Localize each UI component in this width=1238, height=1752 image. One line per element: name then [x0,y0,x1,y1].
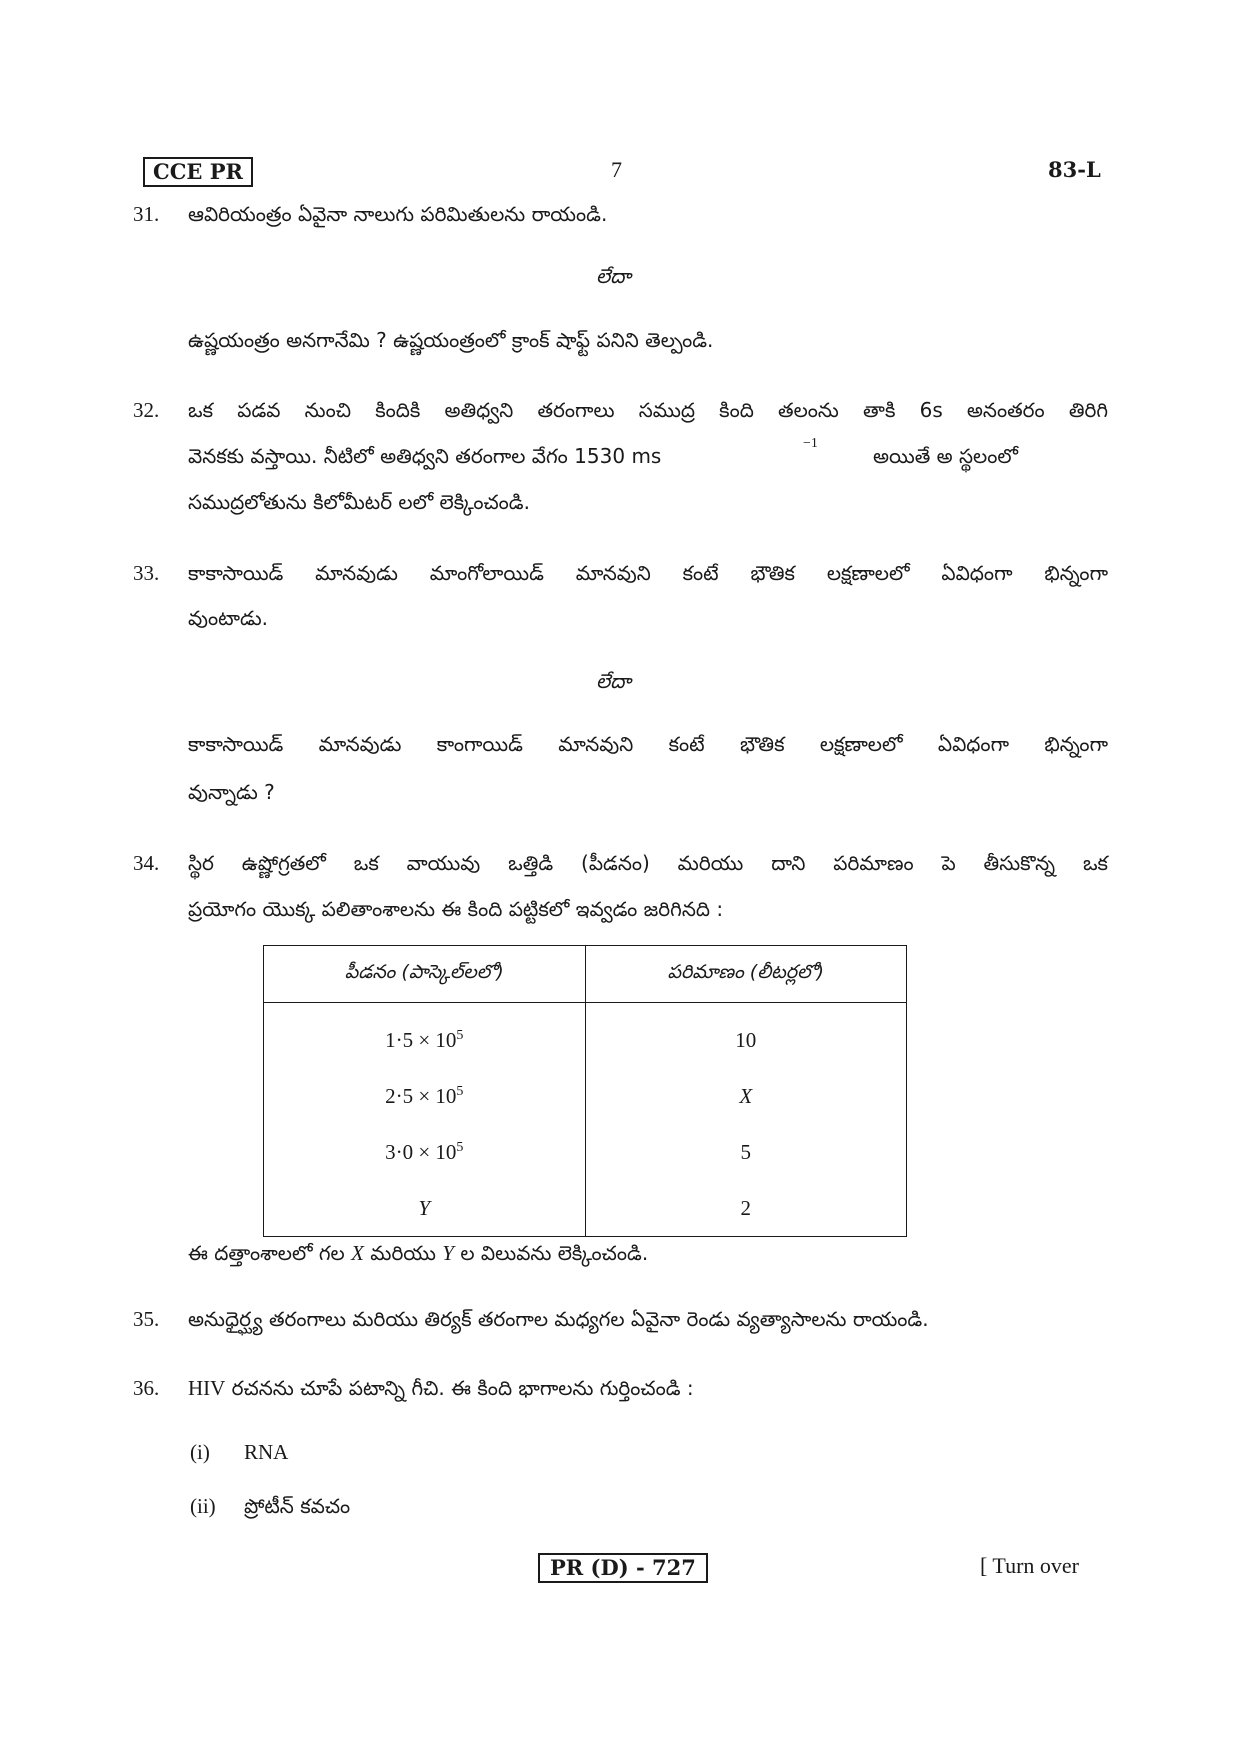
q36-part-text: ప్రోటీన్ కవచం [244,1494,351,1518]
pressure-cell: Y [264,1180,586,1237]
table-header-volume: పరిమాణం (లీటర్లలో) [585,946,907,1003]
turn-over: [ Turn over [980,1553,1080,1578]
q36-part-text: RNA [244,1440,289,1464]
q33-number: 33. [133,561,160,585]
q32-line2-sup: −1 [803,436,818,451]
volume-cell: X [585,1068,907,1124]
q31-alt-text: ఉష్ణయంత్రం అనగానేమి ? ఉష్ణయంత్రంలో క్రాంక్ షాఫ్ట్ పనిని తెల్పండి. [188,328,714,352]
table-row [264,1180,907,1237]
volume-cell: 2 [585,1180,907,1237]
pressure-cell: $1\cdot 5 \times 10^5$ [264,1003,586,1069]
q33-alt-line2: వున్నాడు ? [188,780,275,804]
q32-line2-a: వెనకకు వస్తాయి. నీటిలో అతిధ్వని తరంగాల వేగం 1530 ms [188,444,662,468]
q31-number: 31. [133,202,160,226]
q32-line3: సముద్రలోతును కిలోమీటర్ లలో లెక్కించండి. [188,490,530,514]
pressure-cell: $2\cdot 5 \times 10^5$ [264,1068,586,1124]
volume-cell: 10 [585,1003,907,1069]
q31-or: లేదా [596,264,631,288]
q36-text: HIV రచనను చూపే పటాన్ని గీచి. ఈ కింది భాగాలను గుర్తించండి : [188,1376,694,1400]
q34-line2: ప్రయోగం యొక్క పలితాంశాలను ఈ కింది పట్టికలో ఇవ్వడం జరిగినది : [188,897,724,921]
q32-number: 32. [133,398,160,422]
q34-line1: స్థిర ఉష్ణోగ్రతలో ఒక వాయువు ఒత్తిడి (పీడనం) మరియు దాని పరిమాణం పె తీసుకొన్న ఒక [188,851,1108,875]
q33-or: లేదా [596,669,631,693]
page-number: 7 [611,157,622,182]
pressure-volume-table [263,945,907,1237]
pressure-cell: $3\cdot 0 \times 10^5$ [264,1124,586,1180]
q36-part-label: (ii) [190,1494,216,1518]
q34-footer: ఈ దత్తాంశాలలో గల X మరియు Y ల విలువను లెక్కించండి. [188,1241,649,1265]
table-row [264,1068,907,1124]
paper-code: 83-L [1048,157,1101,182]
q31-text: ఆవిరియంత్రం ఏవైనా నాలుగు పరిమితులను రాయండి. [188,202,608,226]
q32-line2-b: అయితే అ స్థలంలో [873,444,1018,468]
q34-number: 34. [133,851,160,875]
table-row [264,1003,907,1069]
q36-number: 36. [133,1376,160,1400]
q35-text: అనుధైర్ఘ్య తరంగాలు మరియు తిర్యక్ తరంగాల మధ్యగల ఏవైనా రెండు వ్యత్యాసాలను రాయండి. [188,1307,929,1331]
table-header-pressure: పీడనం (పాస్కెల్‌లలో) [264,946,586,1003]
q33-alt-line1: కాకాసాయిడ్ మానవుడు కాంగాయిడ్ మానవుని కంటే భౌతిక లక్షణాలలో ఏవిధంగా భిన్నంగా [188,732,1108,756]
q35-number: 35. [133,1307,160,1331]
q33-line1: కాకాసాయిడ్ మానవుడు మాంగోలాయిడ్ మానవుని కంటే భౌతిక లక్షణాలలో ఏవిధంగా భిన్నంగా [188,561,1108,585]
q32-line1: ఒక పడవ నుంచి కిందికి అతిధ్వని తరంగాలు సముద్ర కింది తలంను తాకి 6s అనంతరం తిరిగి [188,398,1108,422]
header-code-box: CCE PR [143,157,253,187]
q36-part-label: (i) [190,1440,210,1464]
footer-code-box: PR (D) - 727 [538,1553,708,1583]
q33-line2: వుంటాడు. [188,606,269,630]
volume-cell: 5 [585,1124,907,1180]
table-row [264,1124,907,1180]
